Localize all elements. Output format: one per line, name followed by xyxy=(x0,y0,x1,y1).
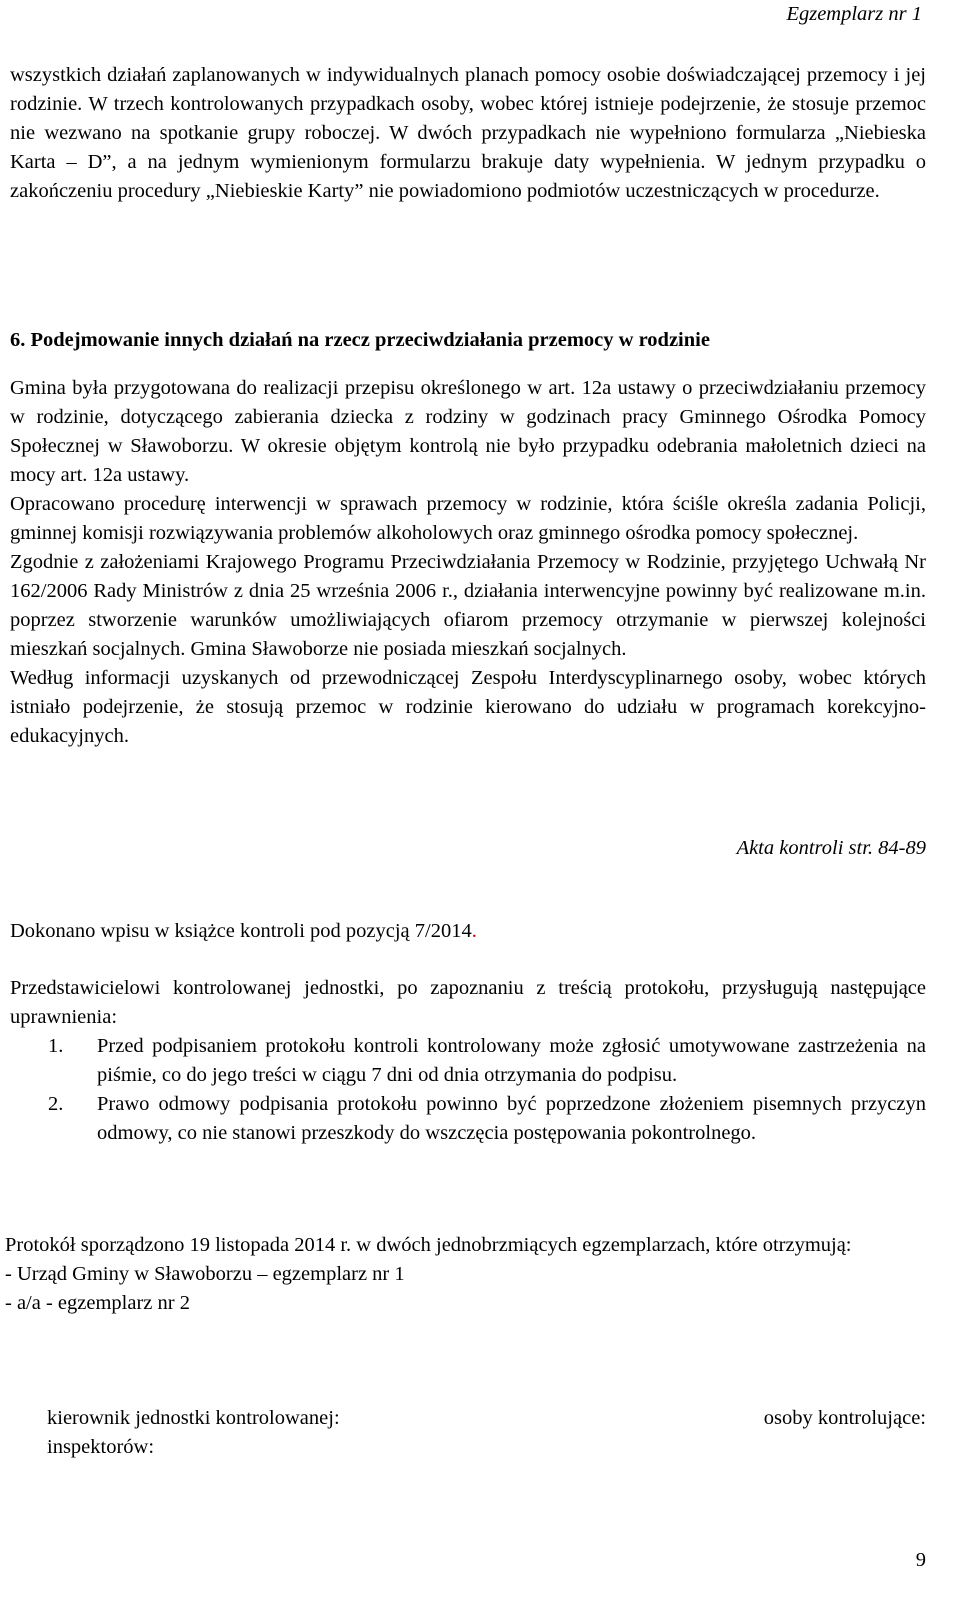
section-6-paragraph: Opracowano procedurę interwencji w sprawach przemocy w rodzinie, która ściśle określa zadania Policji, gminnej komisji rozwiązywania problemów alkoholowych oraz gminnego ośrodka pomocy społecznej. xyxy=(10,493,926,544)
closing-statement: Protokół sporządzono 19 listopada 2014 r. w dwóch jednobrzmiących egzemplarzach, które otrzymują: xyxy=(5,1234,852,1256)
continued-paragraph: wszystkich działań zaplanowanych w indywidualnych planach pomocy osobie doświadczającej przemocy i jej rodzinie. W trzech kontrolowanych przypadkach osoby, wobec której istnieje podejrzenie, że stosuje przemoc nie wezwano na spotkanie grupy roboczej. W dwóch przypadkach nie wypełniono formularza „Niebieska Karta – D”, a na jednym wymienionym formularzu brakuje daty wypełnienia. W jednym przypadku o zakończeniu procedury „Niebieskie Karty” nie powiadomiono podmiotów uczestniczących w procedurze. xyxy=(10,64,926,202)
rights-item xyxy=(10,1090,926,1148)
rights-list xyxy=(10,1032,926,1148)
rights-item-number: 2. xyxy=(48,1093,64,1115)
rights-item xyxy=(10,1032,926,1090)
rights-intro: Przedstawicielowi kontrolowanej jednostki, po zapoznaniu z treścią protokołu, przysługują następujące uprawnienia: xyxy=(10,977,926,1028)
entry-period: . xyxy=(471,920,477,942)
section-6-body xyxy=(10,374,926,751)
signature-left xyxy=(47,1404,340,1462)
copy-label: Egzemplarz nr 1 xyxy=(786,3,922,25)
rights-section xyxy=(10,974,926,1148)
rights-item-number: 1. xyxy=(48,1035,64,1057)
files-reference: Akta kontroli str. 84-89 xyxy=(736,837,926,859)
entry-text: Dokonano wpisu w książce kontroli pod pozycją 7/2014 xyxy=(10,920,472,942)
section-6-paragraph: Gmina była przygotowana do realizacji przepisu określonego w art. 12a ustawy o przeciwdziałaniu przemocy w rodzinie, dotyczącego zabierania dziecka z rodziny w godzinach pracy Gminnego Ośrodka Pomocy Społecznej w Sławoborzu. W okresie objętym kontrolą nie było przypadku odebrania małoletnich dzieci na mocy art. 12a ustawy. xyxy=(10,377,926,486)
signature-left-line2: inspektorów: xyxy=(47,1436,155,1458)
control-book-entry xyxy=(10,917,477,946)
section-6-heading: 6. Podejmowanie innych działań na rzecz przeciwdziałania przemocy w rodzinie xyxy=(10,329,710,351)
signature-left-line1: kierownik jednostki kontrolowanej: xyxy=(47,1407,340,1429)
page-number: 9 xyxy=(915,1549,926,1571)
signature-right: osoby kontrolujące: xyxy=(763,1407,926,1429)
section-6-paragraph: Zgodnie z założeniami Krajowego Programu Przeciwdziałania Przemocy w Rodzinie, przyjętego Uchwałą Nr 162/2006 Rady Ministrów z dnia 25 września 2006 r., działania interwencyjne powinny być realizowane m.in. poprzez stworzenie warunków umożliwiających ofiarom przemocy otrzymanie w pierwszej kolejności mieszkań socjalnych. Gmina Sławoborze nie posiada mieszkań socjalnych. xyxy=(10,551,926,660)
rights-item-text: Przed podpisaniem protokołu kontroli kontrolowany może zgłosić umotywowane zastrzeżenia na piśmie, co do jego treści w ciągu 7 dni od dnia otrzymania do podpisu. xyxy=(97,1035,926,1086)
recipient-line: - Urząd Gminy w Sławoborzu – egzemplarz nr 1 xyxy=(5,1263,405,1285)
closing-section xyxy=(5,1231,926,1318)
section-6-paragraph: Według informacji uzyskanych od przewodniczącej Zespołu Interdyscyplinarnego osoby, wobec których istniało podejrzenie, że stosują przemoc w rodzinie kierowano do udziału w programach korekcyjno-edukacyjnych. xyxy=(10,667,926,747)
recipient-line: - a/a - egzemplarz nr 2 xyxy=(5,1292,190,1314)
rights-item-text: Prawo odmowy podpisania protokołu powinno być poprzedzone złożeniem pisemnych przyczyn odmowy, co nie stanowi przeszkody do wszczęcia postępowania pokontrolnego. xyxy=(97,1093,926,1144)
